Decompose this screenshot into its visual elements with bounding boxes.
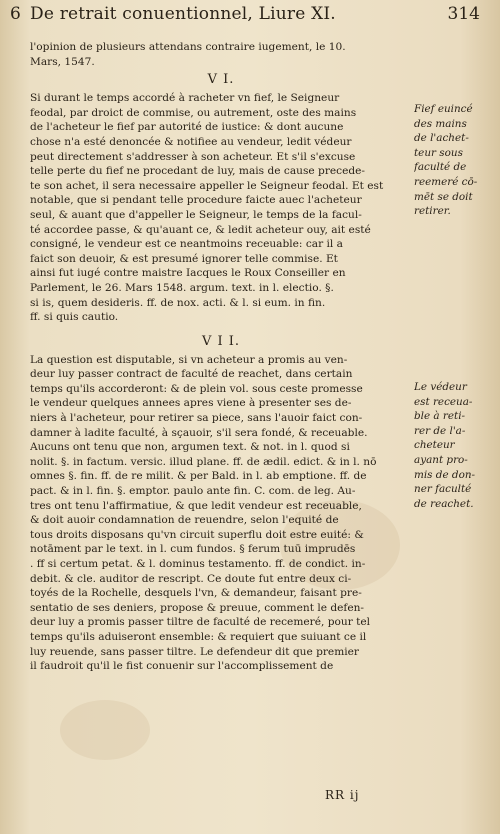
text-line: temps qu'ils accorderont: & de plein vol. sous ceste promesse — [30, 382, 363, 395]
text-line: ff. si quis cautio. — [30, 311, 119, 324]
text-line: Mars, 1547. — [30, 55, 95, 68]
text-line: il faudroit qu'il le fist conuenir sur l'accomplissement de — [30, 660, 334, 673]
text-line: tous droits disposans qu'vn circuit superflu doit estre euité: & — [30, 528, 364, 541]
text-line: Parlement, le 26. Mars 1548. argum. text. in l. electio. §. — [30, 281, 334, 294]
text-line: . ff si certum petat. & l. dominus testamento. ff. de condict. in- — [30, 558, 366, 570]
text-line: si is, quem desideris. ff. de nox. acti. & l. si eum. in fin. — [30, 296, 326, 309]
marginal-note-line: des mains — [414, 117, 467, 130]
text-line: sentatio de ses deniers, propose & preuue, comment le defen- — [30, 601, 364, 614]
section-vii-paragraph — [30, 353, 412, 674]
marginal-note-fief — [414, 102, 500, 219]
text-line: temps qu'ils aduiseront ensemble: & requiert que suiuant ce il — [30, 630, 367, 643]
text-line: ainsi fut iugé contre maistre Iacques le Roux Conseiller en — [30, 267, 346, 280]
text-line: omnes §. fin. ff. de re milit. & per Bald. in l. ab emptione. ff. de — [30, 470, 367, 483]
text-line: faict son deuoir, & est presumé ignorer telle commise. Et — [30, 252, 338, 265]
text-line: toyés de la Rochelle, desquels l'vn, & demandeur, faisant pre- — [30, 587, 362, 600]
text-line: debit. & cle. auditor de rescript. Ce doute fut entre deux ci- — [30, 572, 352, 585]
marginal-note-line: de l'achet- — [414, 132, 469, 145]
marginal-note-line: ble à reti- — [414, 410, 466, 423]
text-line: l'opinion de plusieurs attendans contraire iugement, le 10. — [30, 41, 346, 53]
paper-stain — [60, 700, 150, 760]
text-line: & doit auoir condamnation de reuendre, selon l'equité de — [30, 514, 339, 527]
text-line: Si durant le temps accordé à racheter vn fief, le Seigneur — [30, 92, 340, 105]
marginal-note-line: mēt se doit — [414, 190, 473, 203]
text-line: chose n'a esté denoncée & notifiee au vendeur, ledit védeur — [30, 135, 352, 148]
running-title: De retrait conuentionnel, Liure XI. — [30, 4, 336, 24]
text-line: deur luy passer contract de faculté de reachet, dans certain — [30, 368, 353, 381]
text-line: pact. & in l. fin. §. emptor. paulo ante fin. C. com. de leg. Au- — [30, 485, 356, 498]
text-line: consigné, le vendeur est ce neantmoins receuable: car il a — [30, 238, 343, 251]
section-vi-paragraph — [30, 91, 412, 325]
running-header — [10, 2, 490, 30]
text-line: damner à ladite faculté, à sçauoir, s'il sera fondé, & receuable. — [30, 426, 368, 439]
marginal-note-line: rer de l'a- — [414, 424, 466, 437]
marginal-note-line: de reachet. — [414, 497, 474, 510]
text-line: té accordee passe, & qu'auant ce, & ledit acheteur ouy, ait esté — [30, 223, 371, 236]
marginal-note-line: mis de don- — [414, 468, 476, 481]
main-text — [30, 40, 412, 674]
marginal-note-line: faculté de — [414, 161, 467, 174]
text-line: tres ont tenu l'affirmatiue, & que ledit vendeur est receuable, — [30, 499, 362, 512]
section-heading-vi: V I. — [207, 72, 235, 88]
text-line: La question est disputable, si vn acheteur a promis au ven- — [30, 353, 348, 366]
text-line: le vendeur quelques annees apres viene à presenter ses de- — [30, 397, 352, 410]
text-line: feodal, par droict de commise, ou autrement, oste des mains — [30, 106, 357, 119]
text-line: Aucuns ont tenu que non, argumen text. & not. in l. quod si — [30, 441, 350, 454]
text-line: notāment par le text. in l. cum fundos. § ferum tuū imprudēs — [30, 543, 356, 556]
marginal-note-line: reemeré cō- — [414, 175, 478, 188]
marginal-note-line: ner faculté — [414, 483, 472, 496]
marginal-note-line: ayant pro- — [414, 453, 468, 466]
text-line: peut directement s'addresser à son acheteur. Et s'il s'excuse — [30, 150, 356, 163]
text-line: notable, que si pendant telle procedure faicte auec l'acheteur — [30, 194, 362, 207]
text-line: nolit. §. in factum. versic. illud plane. ff. de ædil. edict. & in l. nō — [30, 455, 377, 468]
text-line: deur luy a promis passer tiltre de faculté de recemeré, pour tel — [30, 616, 371, 629]
text-line: niers à l'acheteur, pour retirer sa piece, sans l'auoir faict con- — [30, 412, 363, 425]
text-line: te son achet, il sera necessaire appeller le Seigneur feodal. Et est — [30, 179, 384, 192]
signature-mark: RR ij — [325, 788, 360, 802]
text-line: telle perte du fief ne procedant de luy, mais de cause precede- — [30, 165, 365, 178]
marginal-note-line: est receua- — [414, 395, 473, 408]
marginal-note-line: Le védeur — [414, 381, 467, 393]
folio-number: 314 — [447, 4, 480, 24]
section-heading-vii: V I I. — [201, 333, 241, 349]
page-number: 6 — [10, 4, 21, 24]
text-line: seul, & auant que d'appeller le Seigneur, le temps de la facul- — [30, 208, 362, 221]
text-line: de l'acheteur le fief par autorité de iustice: & dont aucune — [30, 121, 344, 134]
marginal-note-line: retirer. — [414, 205, 451, 218]
text-line: luy reuende, sans passer tiltre. Le defendeur dit que premier — [30, 645, 359, 658]
marginal-note-line: teur sous — [414, 146, 463, 159]
marginal-note-line: cheteur — [414, 439, 455, 452]
marginal-note-vendeur — [414, 380, 500, 511]
marginal-note-line: Fief euincé — [414, 103, 473, 115]
